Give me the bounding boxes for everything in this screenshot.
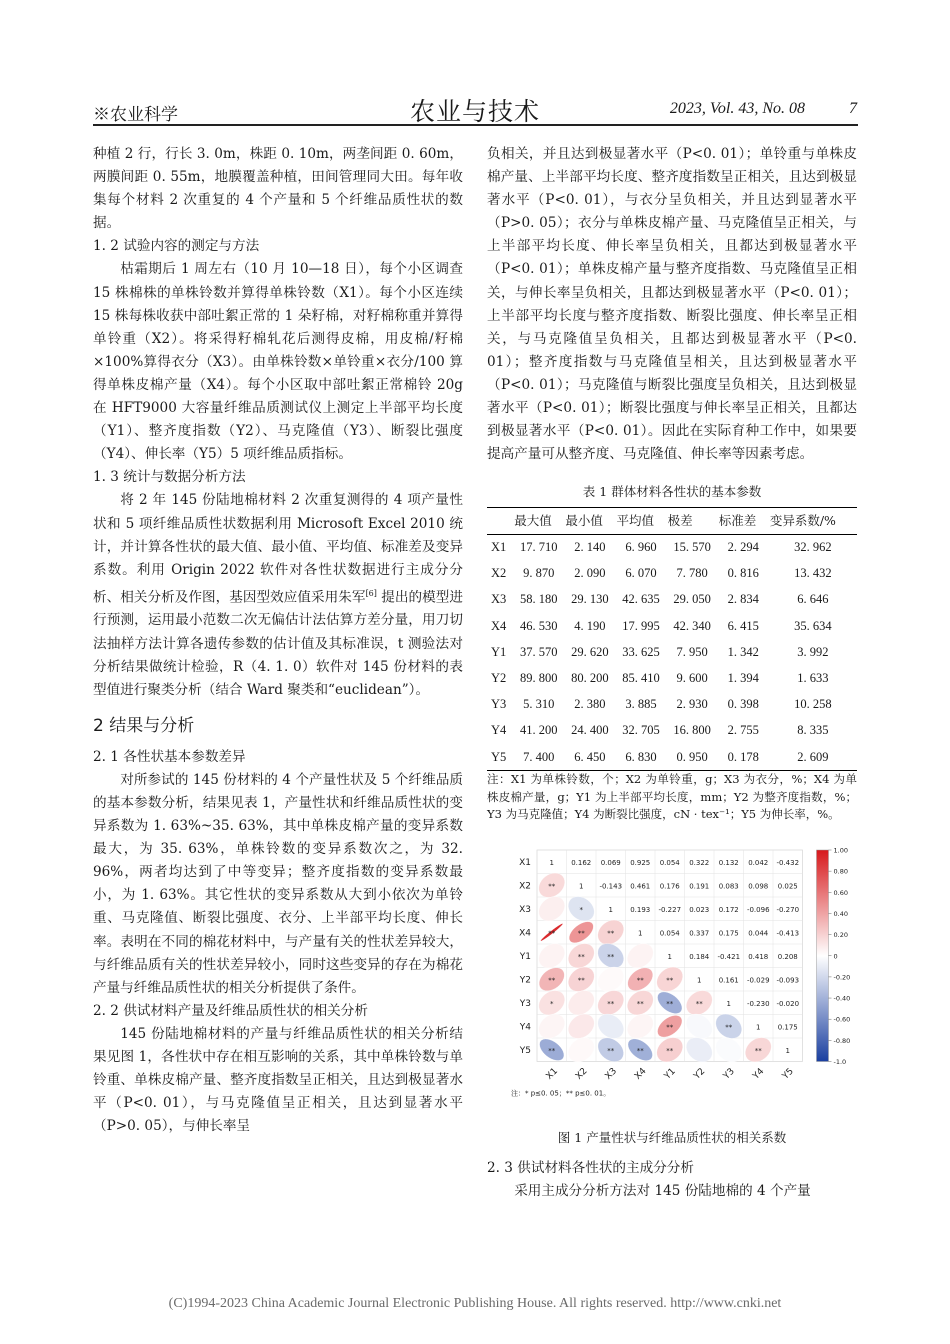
significance-mark: **: [607, 952, 615, 961]
significance-mark: **: [725, 1022, 733, 1031]
table-cell: 29. 620: [571, 644, 609, 659]
correlation-value: 0.042: [748, 858, 769, 867]
significance-mark: **: [607, 999, 615, 1008]
table-cell: 29. 050: [673, 592, 711, 607]
table-cell: 0. 178: [718, 744, 769, 771]
table-cell: 0. 816: [727, 566, 759, 581]
correlation-value: 1: [608, 905, 613, 914]
colorbar-tick-label: 0.40: [833, 909, 848, 918]
table-cell: 85. 410: [622, 670, 660, 685]
table-cell: 7. 400: [513, 744, 564, 771]
table-cell: 0. 398: [727, 697, 759, 712]
x-tick-label: Y1: [662, 1066, 678, 1082]
table-cell: 46. 530: [520, 618, 558, 633]
significance-mark: **: [666, 975, 674, 984]
table-cell: 17. 995: [622, 618, 660, 633]
y-tick-label: X1: [519, 857, 531, 868]
table-cell: 32. 962: [794, 540, 832, 555]
table-cell: 9. 870: [523, 566, 555, 581]
correlation-value: 0.161: [718, 975, 739, 984]
table-row: [487, 587, 857, 613]
table-cell: 3. 992: [797, 644, 829, 659]
correlation-value: 1: [579, 881, 584, 890]
colorbar-tick-label: -0.20: [833, 973, 851, 982]
significance-mark: **: [636, 1046, 644, 1055]
significance-mark: **: [548, 928, 556, 937]
correlation-value: -0.227: [658, 905, 682, 914]
paragraph: 145 份陆地棉材料的产量与纤维品质性状的相关分析结果见图 1，各性状中存在相互影响的关系，其中单株铃数与单铃重、单株皮棉产量、整齐度指数呈正相关，且达到极显著水平（P<0. 01），与马克隆值呈正相关，且达到显著水平（P>0. 05），与伸长率呈: [93, 1025, 463, 1135]
paragraph: 种植 2 行，行长 3. 0m，株距 0. 10m，两垄间距 0. 60m，两膜间距 0. 55m，地膜覆盖种植，田间管理同大田。每年收集每个材料 2 次重复的 4 个产量和 5 个纤维品质性状的数据。: [93, 146, 463, 232]
correlation-value: 0.023: [689, 905, 710, 914]
correlation-value: -0.029: [746, 975, 770, 984]
subsection-heading: 2. 1 各性状基本参数差异: [93, 748, 246, 765]
table-cell: 42. 635: [622, 592, 660, 607]
paragraph: 对所参试的 145 份材料的 4 个产量性状及 5 个纤维品质的基本参数分析，结果见表 1，产量性状和纤维品质性状的变异系数为 1. 63%~35. 63%，其中单株皮棉产量的变异系数最大，为 35. 63%，单株铃数的变异系数次之，为 32. 96%，两者均达到了中等变异；整齐度指数的变异系数最小，为 1. 63%。其它性状的变异系数从大到小依次为单铃重、马克隆值、断裂比强度、衣分、上半部平均长度、伸长率。表明在不同的棉花材料中，与产量有关的性状差异较大，与纤维品质有关的性状差异较小，同时这些变异的存在为棉花产量与纤维品质性状的相关分析提供了条件。: [93, 771, 463, 996]
colorbar-tick-label: 0.20: [833, 930, 848, 939]
left-column: [93, 143, 463, 1138]
correlation-value: 1: [667, 952, 672, 961]
table-header-1: 最大值: [513, 508, 564, 534]
journal-section: ※农业科学: [93, 105, 178, 125]
correlation-value: 0.162: [571, 858, 592, 867]
colorbar-tick-label: -0.60: [833, 1015, 851, 1024]
colorbar: [817, 850, 829, 1062]
correlation-value: 0.044: [748, 928, 769, 937]
table-cell: 2. 930: [676, 697, 708, 712]
subsection-heading: 2. 3 供试材料各性状的主成分分析: [487, 1159, 694, 1176]
colorbar-tick-label: -0.80: [833, 1036, 851, 1045]
subsection-heading: 1. 3 统计与数据分析方法: [93, 469, 246, 486]
table-header-5: 标准差: [718, 508, 769, 534]
table-row: [487, 561, 857, 587]
correlation-value: 0.193: [630, 905, 651, 914]
significance-mark: *: [579, 905, 583, 914]
correlation-value: 0.184: [689, 952, 710, 961]
subsection-heading: 1. 2 试验内容的测定与方法: [93, 238, 260, 255]
correlation-value: 0.083: [718, 881, 739, 890]
row-label: X2: [491, 566, 507, 581]
x-tick-label: Y3: [721, 1066, 737, 1082]
colorbar-tick-label: -1.0: [833, 1057, 847, 1066]
y-tick-label: X2: [519, 880, 531, 891]
table-cell: 58. 180: [520, 592, 558, 607]
correlation-value: -0.020: [776, 999, 800, 1008]
correlation-value: -0.421: [717, 952, 741, 961]
significance-mark: **: [548, 975, 556, 984]
x-tick-label: Y5: [780, 1066, 796, 1082]
correlation-value: 0.176: [659, 881, 680, 890]
correlation-value: -0.230: [746, 999, 770, 1008]
table-cell: 1. 342: [727, 644, 759, 659]
correlation-value: 0.925: [630, 858, 651, 867]
table-note: 注：X1 为单株铃数，个；X2 为单铃重，g；X3 为衣分，%；X4 为单株皮棉产量，g；Y1 为上半部平均长度，mm；Y2 为整齐度指数，%；Y3 为马克隆值；Y4 为断裂比强度，cN · tex⁻¹；Y5 为伸长率，%。: [487, 772, 857, 822]
y-tick-label: Y2: [519, 974, 531, 985]
table-row: [487, 639, 857, 665]
row-label: X3: [491, 592, 507, 607]
table-cell: 4. 190: [574, 618, 606, 633]
correlation-value: 0.054: [659, 928, 680, 937]
row-label: Y4: [491, 723, 507, 738]
table-cell: 80. 200: [571, 670, 609, 685]
significance-mark: **: [577, 975, 585, 984]
paragraph: 采用主成分分析方法对 145 份陆地棉的 4 个产量: [514, 1182, 811, 1199]
paragraph: 负相关，并且达到极显著水平（P<0. 01）；单铃重与单株皮棉产量、上半部平均长度、整齐度指数呈正相关，且达到极显著水平（P<0. 01），与衣分呈负相关，并且达到显著水平（P>0. 05）；衣分与单株皮棉产量、马克隆值呈正相关，与上半部平均长度、伸长率呈负相关，且都达到极显著水平（P<0. 01）；单株皮棉产量与整齐度指数、马克隆值呈正相关，与伸长率呈负相关，且都达到极显著水平（P<0. 01）；上半部平均长度与整齐度指数、断裂比强度、伸长率呈正相关，与马克隆值呈负相关，且都达到极显著水平（P<0. 01）；整齐度指数与马克隆值呈相关，且达到极显著水平（P<0. 01）；马克隆值与断裂比强度呈负相关，且达到极显著水平（P<0. 01）；断裂比强度与伸长率呈正相关，且都达到极显著水平（P<0. 01）。因此在实际育种工作中，如果要提高产量可从整齐度、马克隆值、伸长率等因素考虑。: [487, 146, 857, 463]
header-rule: [93, 124, 858, 126]
y-tick-label: X3: [519, 904, 531, 915]
significance-mark: **: [754, 1046, 762, 1055]
table-cell: 2. 294: [727, 540, 759, 555]
table-body: [487, 534, 857, 771]
table-cell: 3. 885: [625, 697, 657, 712]
correlation-value: 0.069: [600, 858, 621, 867]
correlation-value: -0.093: [776, 975, 800, 984]
table-header-2: 最小值: [564, 508, 615, 534]
table-cell: 1. 394: [727, 670, 759, 685]
table-header-6: 变异系数/%: [769, 508, 857, 534]
x-tick-label: X2: [574, 1066, 590, 1082]
table-row: [487, 744, 857, 771]
correlation-value: -0.096: [746, 905, 770, 914]
table-header-0: [487, 508, 513, 534]
row-label: Y2: [491, 670, 507, 685]
correlation-value: 0.098: [748, 881, 769, 890]
correlation-value: 1: [785, 1046, 790, 1055]
correlation-value: 1: [726, 999, 731, 1008]
table-cell: 24. 400: [571, 723, 609, 738]
copyright-footer: (C)1994-2023 China Academic Journal Electronic Publishing House. All rights reserved. http://www.cnki.net: [168, 1296, 782, 1311]
correlation-value: 0.322: [689, 858, 710, 867]
significance-mark: **: [607, 1046, 615, 1055]
table-cell: 6. 960: [625, 540, 657, 555]
correlation-value: 1: [638, 928, 643, 937]
table-cell: 2. 755: [727, 723, 759, 738]
table-cell: 29. 130: [571, 592, 609, 607]
correlation-value: -0.432: [776, 858, 800, 867]
correlation-value: 0.025: [777, 881, 798, 890]
table-cell: 7. 950: [676, 644, 708, 659]
paragraph: 枯霜期后 1 周左右（10 月 10—18 日），每个小区调查 15 株棉株的单株铃数并算得单株铃数（X1）。每个小区连续 15 株每株收获中部吐絮正常的 1 朵籽棉，对籽棉称重并算得单铃重（X2）。将采得籽棉轧花后测得皮棉，用皮棉/籽棉×100%算得衣分（X3）。由单株铃数×单铃重×衣分/100 算得单株皮棉产量（X4）。每个小区取中部吐絮正常棉铃 20g 在 HFT9000 大容量纤维品质测试仪上测定上半部平均长度（Y1）、整齐度指数（Y2）、马克隆值（Y3）、断裂比强度（Y4）、伸长率（Y5）5 项纤维品质指标。: [93, 261, 463, 463]
table-header-row: [487, 508, 857, 534]
x-tick-label: X4: [633, 1066, 649, 1082]
table-cell: 9. 600: [676, 670, 708, 685]
correlation-value: 0.175: [718, 928, 739, 937]
table-cell: 10. 258: [794, 697, 832, 712]
table-row: [487, 692, 857, 718]
row-label: X4: [491, 618, 507, 633]
table-cell: 37. 570: [520, 644, 558, 659]
significance-mark: **: [577, 928, 585, 937]
right-column: [487, 143, 857, 1203]
table-cell: 15. 570: [673, 540, 711, 555]
parameter-table: [487, 507, 857, 771]
table-cell: 89. 800: [520, 670, 558, 685]
correlation-value: 0.461: [630, 881, 651, 890]
colorbar-tick-label: 0.80: [833, 867, 848, 876]
table-cell: 6. 415: [727, 618, 759, 633]
colorbar-tick-label: 0.60: [833, 888, 848, 897]
table-cell: 32. 705: [622, 723, 660, 738]
table-cell: 6. 070: [625, 566, 657, 581]
colorbar-tick-label: 1.00: [833, 846, 848, 855]
figure-note: 注：* p≤0. 05；** p≤0. 01。: [511, 1089, 611, 1098]
colorbar-tick-label: 0: [833, 951, 838, 960]
table-cell: 41. 200: [520, 723, 558, 738]
citation: [6]: [365, 588, 377, 598]
table-header-4: 极差: [667, 508, 718, 534]
table-cell: 2. 609: [769, 744, 857, 771]
table-cell: 7. 780: [676, 566, 708, 581]
table-cell: 5. 310: [523, 697, 555, 712]
correlation-value: 0.208: [777, 952, 798, 961]
correlation-value: -0.413: [776, 928, 800, 937]
correlation-value: 0.418: [748, 952, 769, 961]
x-tick-label: Y2: [692, 1066, 708, 1082]
table-cell: 0. 950: [667, 744, 718, 771]
table-row: [487, 534, 857, 561]
paragraph: [93, 489, 463, 701]
correlation-value: 1: [697, 975, 702, 984]
x-tick-label: Y4: [751, 1066, 767, 1082]
row-label: Y5: [487, 744, 513, 771]
correlation-heatmap: [507, 844, 851, 1116]
table-cell: 6. 646: [797, 592, 829, 607]
table-cell: 13. 432: [794, 566, 832, 581]
text-run: 提出的模型进行预测，运用最小范数二次无偏估计法估算方差分量，用刀切法抽样方法计算各遗传参数的估计值及其标准误，t 测验法对分析结果做统计检验，R（4. 1. 0）软件对 145 份材料的表型值进行聚类分析（结合 Ward 聚类和“euclidean”）。: [93, 589, 463, 698]
correlation-value: -0.143: [599, 881, 623, 890]
issue-text: 2023, Vol. 43, No. 08: [669, 100, 805, 117]
table-cell: 6. 450: [564, 744, 615, 771]
figure-caption: 图 1 产量性状与纤维品质性状的相关系数: [557, 1129, 787, 1145]
correlation-value: 0.132: [718, 858, 739, 867]
page-number: 7: [849, 100, 857, 117]
significance-mark: *: [550, 999, 554, 1008]
journal-title: 农业与技术: [409, 97, 540, 126]
figure-1: [487, 844, 857, 1124]
correlation-value: 0.175: [777, 1022, 798, 1031]
journal-issue: [670, 100, 857, 118]
correlation-value: 0.172: [718, 905, 739, 914]
table-cell: 33. 625: [622, 644, 660, 659]
row-label: Y3: [491, 697, 507, 712]
y-tick-label: X4: [519, 927, 531, 938]
significance-mark: **: [666, 999, 674, 1008]
text-run: 将 2 年 145 份陆地棉材料 2 次重复测得的 4 项产量性状和 5 项纤维品质性状数据利用 Microsoft Excel 2010 统计，并计算各性状的最大值、最小值、平均值、标准差及变异系数。利用 Origin 2022 软件对各性状数据进行主成分分析、相关分析及作图，基因型效应值采用朱军: [93, 492, 463, 606]
subsection-heading: 2. 2 供试材料产量及纤维品质性状的相关分析: [93, 1002, 368, 1019]
significance-mark: **: [636, 999, 644, 1008]
correlation-value: 1: [549, 858, 554, 867]
y-tick-label: Y3: [519, 998, 531, 1009]
correlation-value: -0.270: [776, 905, 800, 914]
significance-mark: **: [666, 1046, 674, 1055]
y-tick-label: Y5: [519, 1045, 531, 1056]
table-cell: 2. 090: [574, 566, 606, 581]
table-row: [487, 665, 857, 691]
table-row: [487, 613, 857, 639]
table-header-3: 平均值: [615, 508, 666, 534]
table-cell: 2. 380: [574, 697, 606, 712]
correlation-value: 0.054: [659, 858, 680, 867]
correlation-value: 0.191: [689, 881, 710, 890]
row-label: X1: [491, 540, 507, 555]
table-cell: 2. 140: [574, 540, 606, 555]
table-cell: 1. 633: [797, 670, 829, 685]
correlation-value: 0.337: [689, 928, 710, 937]
x-tick-label: X1: [544, 1066, 561, 1082]
significance-mark: **: [607, 928, 615, 937]
significance-mark: **: [695, 999, 703, 1008]
table-cell: 17. 710: [520, 540, 558, 555]
colorbar-tick-label: -0.40: [833, 994, 851, 1003]
correlation-value: 1: [756, 1022, 761, 1031]
table-row: [487, 718, 857, 744]
table-cell: 2. 834: [727, 592, 759, 607]
significance-mark: **: [548, 1046, 556, 1055]
row-label: Y1: [491, 644, 507, 659]
table-caption: 表 1 群体材料各性状的基本参数: [582, 484, 762, 500]
table-cell: 6. 830: [615, 744, 666, 771]
table-cell: 35. 634: [794, 618, 832, 633]
significance-mark: **: [666, 1022, 674, 1031]
y-tick-label: Y4: [519, 1021, 531, 1032]
table-cell: 42. 340: [673, 618, 711, 633]
y-tick-label: Y1: [519, 951, 531, 962]
table-cell: 8. 335: [797, 723, 829, 738]
table-cell: 16. 800: [673, 723, 711, 738]
significance-mark: **: [548, 881, 556, 890]
significance-mark: **: [636, 975, 644, 984]
significance-mark: **: [577, 952, 585, 961]
x-tick-label: X3: [603, 1066, 620, 1082]
section-heading: 2 结果与分析: [93, 715, 195, 736]
